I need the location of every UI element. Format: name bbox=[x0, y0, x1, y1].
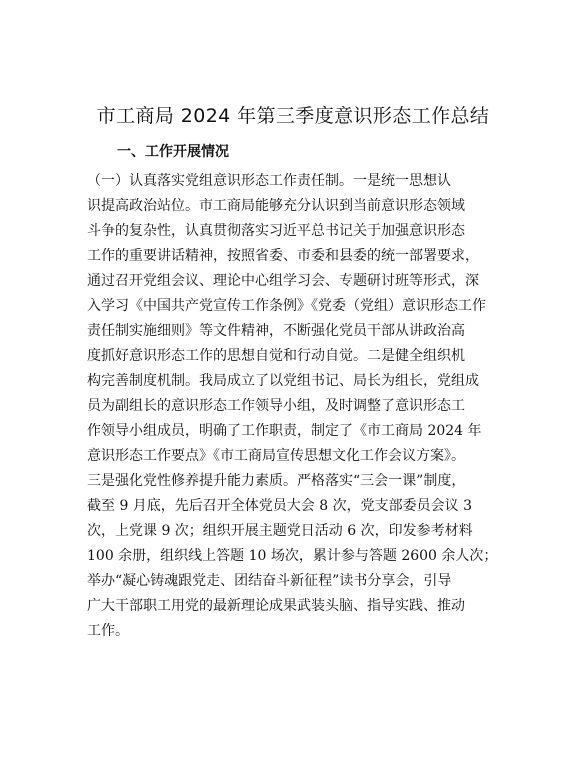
body-line: 三是强化党性修养提升能力素质。严格落实“三会一课”制度， bbox=[87, 473, 466, 489]
body-line: 斗争的复杂性，认真贯彻落实习近平总书记关于加强意识形态 bbox=[87, 223, 465, 239]
body-line: 次，上党课 9 次；组织开展主题党日活动 6 次，印发参考材料 bbox=[87, 523, 473, 539]
body-line: 识提高政治站位。市工商局能够充分认识到当前意识形态领域 bbox=[87, 198, 465, 214]
body-line: 作领导小组成员，明确了工作职责，制定了《市工商局 2024 年 bbox=[87, 423, 482, 439]
body-line: 工作的重要讲话精神，按照省委、市委和县委的统一部署要求， bbox=[87, 248, 479, 264]
body-line: （一）认真落实党组意识形态工作责任制。一是统一思想认 bbox=[87, 173, 451, 189]
body-line: 100 余册，组织线上答题 10 场次，累计参与答题 2600 余人次； bbox=[87, 548, 498, 564]
body-line: 入学习《中国共产党宣传工作条例》《党委（党组）意识形态工作 bbox=[87, 298, 486, 314]
body-line: 截至 9 月底，先后召开全体党员大会 8 次，党支部委员会议 3 bbox=[87, 498, 472, 514]
body-line: 意识形态工作要点》《市工商局宣传思想文化工作会议方案》。 bbox=[87, 448, 465, 464]
document-title: 市工商局 2024 年第三季度意识形态工作总结 bbox=[96, 105, 490, 127]
body-text bbox=[87, 169, 507, 644]
body-line: 责任制实施细则》等文件精神，不断强化党员干部从讲政治高 bbox=[87, 323, 465, 339]
body-line: 度抓好意识形态工作的思想自觉和行动自觉。二是健全组织机 bbox=[87, 348, 465, 364]
body-line: 举办“凝心铸魂跟党走、团结奋斗新征程”读书分享会，引导 bbox=[87, 573, 452, 589]
section-heading: 一、工作开展情况 bbox=[117, 144, 229, 160]
body-line: 构完善制度机制。我局成立了以党组书记、局长为组长，党组成 bbox=[87, 373, 479, 389]
body-line: 工作。 bbox=[87, 623, 129, 639]
body-line: 通过召开党组会议、理论中心组学习会、专题研讨班等形式，深 bbox=[87, 273, 479, 289]
body-line: 广大干部职工用党的最新理论成果武装头脑、指导实践、推动 bbox=[87, 598, 465, 614]
body-line: 员为副组长的意识形态工作领导小组，及时调整了意识形态工 bbox=[87, 398, 465, 414]
